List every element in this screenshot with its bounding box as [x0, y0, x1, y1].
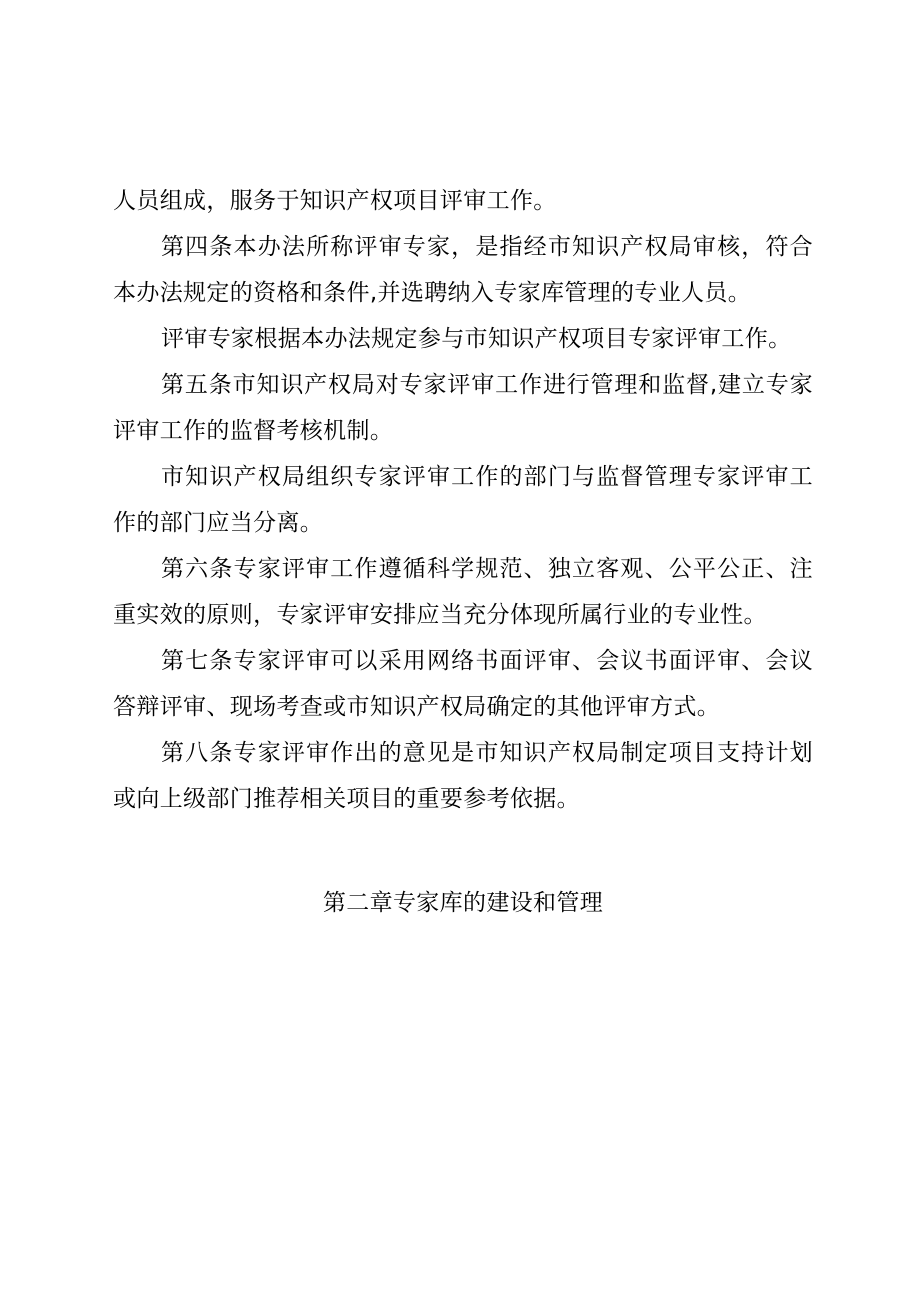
paragraph-article-5: 第五条市知识产权局对专家评审工作进行管理和监督,建立专家评审工作的监督考核机制。: [113, 372, 813, 444]
paragraph-department-separation: 市知识产权局组织专家评审工作的部门与监督管理专家评审工作的部门应当分离。: [113, 464, 813, 536]
paragraph-continuation: 人员组成，服务于知识产权项目评审工作。: [113, 188, 557, 214]
paragraph-article-8: 第八条专家评审作出的意见是市知识产权局制定项目支持计划或向上级部门推荐相关项目的重要参考依据。: [113, 740, 813, 812]
chapter-heading: 第二章专家库的建设和管理: [322, 890, 604, 916]
paragraph-article-6: 第六条专家评审工作遵循科学规范、独立客观、公平公正、注重实效的原则，专家评审安排应当充分体现所属行业的专业性。: [113, 556, 813, 628]
document-body: [113, 178, 813, 926]
paragraph-expert-participation: 评审专家根据本办法规定参与市知识产权项目专家评审工作。: [161, 326, 792, 352]
paragraph-article-4: 第四条本办法所称评审专家，是指经市知识产权局审核，符合本办法规定的资格和条件,并选聘纳入专家库管理的专业人员。: [113, 234, 813, 306]
paragraph-article-7: 第七条专家评审可以采用网络书面评审、会议书面评审、会议答辩评审、现场考查或市知识产权局确定的其他评审方式。: [113, 648, 813, 720]
